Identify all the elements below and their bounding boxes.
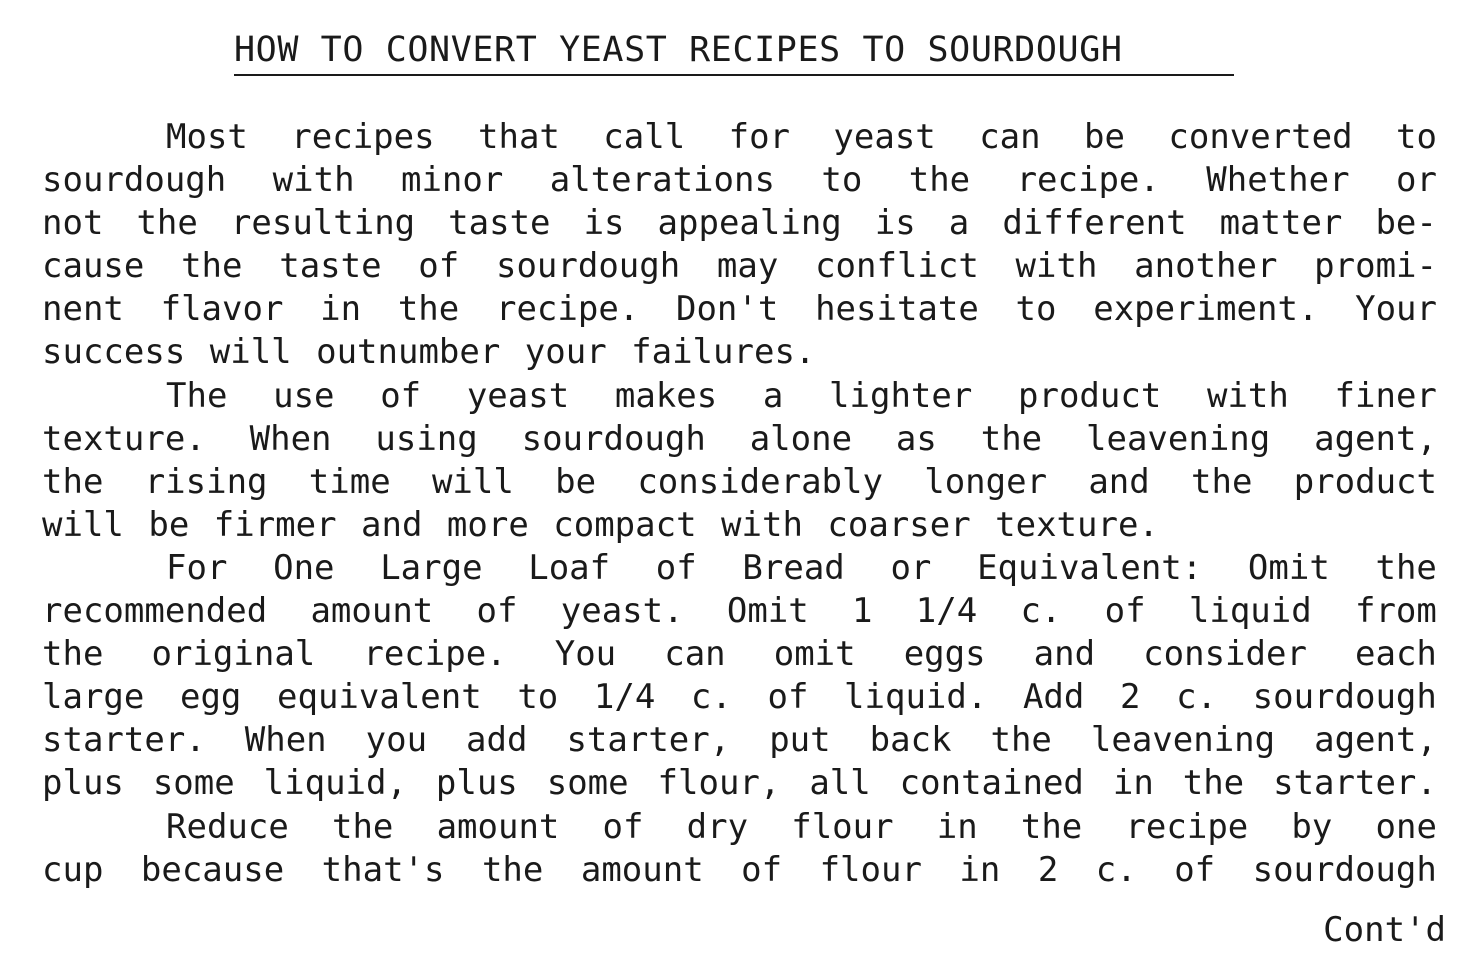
text-line: cause the taste of sourdough may conflict with another promi- <box>42 246 1437 287</box>
text-line: the rising time will be considerably longer and the product <box>42 461 1437 502</box>
text-line: nent flavor in the recipe. Don't hesitate to experiment. Your <box>42 289 1437 330</box>
body-text <box>42 116 1437 892</box>
text-line: The use of yeast makes a lighter product with finer <box>166 375 1437 416</box>
text-line: Most recipes that call for yeast can be converted to <box>166 117 1437 157</box>
text-line: the original recipe. You can omit eggs and consider each <box>42 634 1437 675</box>
text-line: sourdough with minor alterations to the recipe. Whether or <box>42 160 1437 201</box>
page-title: HOW TO CONVERT YEAST RECIPES TO SOURDOUGH <box>234 28 1234 76</box>
text-line: texture. When using sourdough alone as the leavening agent, <box>42 418 1437 459</box>
text-line: success will outnumber your failures. <box>42 332 816 373</box>
text-line: For One Large Loaf of Bread or Equivalent: Omit the <box>166 547 1437 588</box>
text-line: Reduce the amount of dry flour in the recipe by one <box>166 806 1437 847</box>
continued-label: Cont'd <box>1323 910 1446 950</box>
text-line: plus some liquid, plus some flour, all contained in the starter. <box>42 763 1437 804</box>
text-line: large egg equivalent to 1/4 c. of liquid. Add 2 c. sourdough <box>42 677 1437 718</box>
text-line: will be firmer and more compact with coarser texture. <box>42 504 1159 545</box>
text-line: cup because that's the amount of flour in 2 c. of sourdough <box>42 849 1437 890</box>
text-line: starter. When you add starter, put back the leavening agent, <box>42 720 1437 761</box>
text-line: recommended amount of yeast. Omit 1 1/4 c. of liquid from <box>42 591 1437 632</box>
text-line: not the resulting taste is appealing is a different matter be- <box>42 203 1437 244</box>
